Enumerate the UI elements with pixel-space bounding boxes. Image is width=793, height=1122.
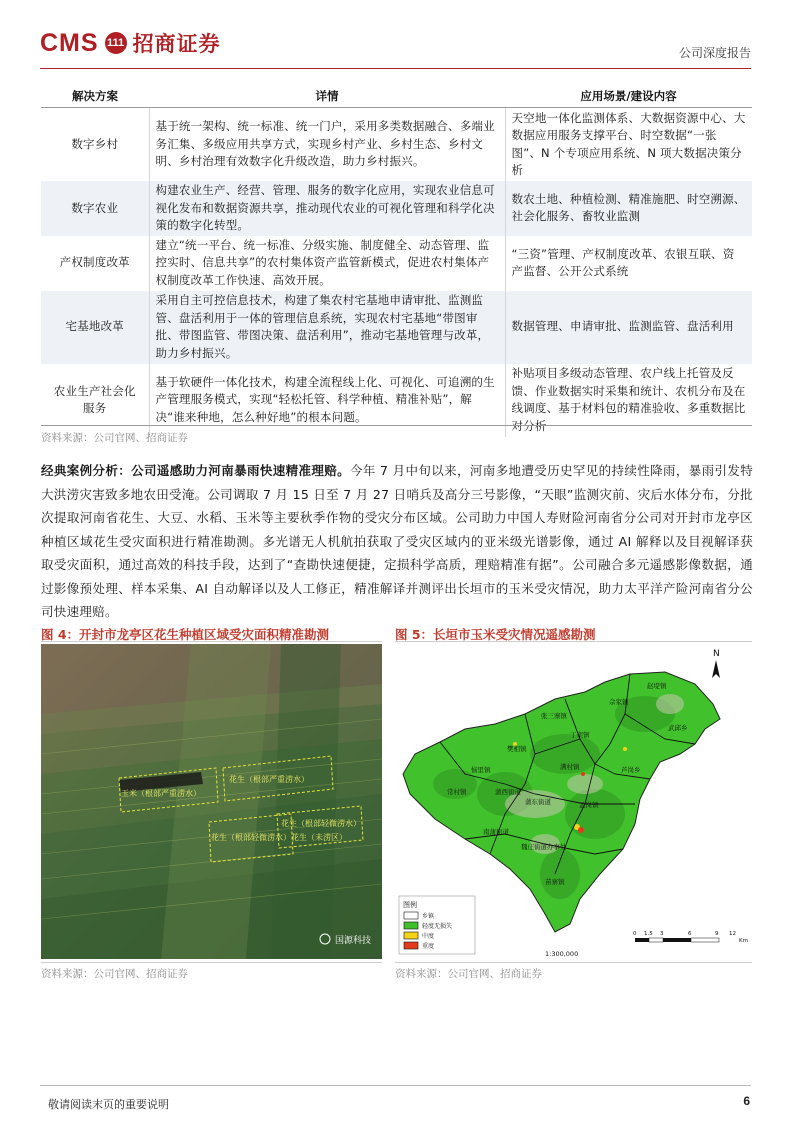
cell-scenario: 补贴项目多级动态管理、农户线上托管及反馈、作业数据实时采集和统计、农机分布及在线调度、基于材料包的精准验收、多重数据比对分析 — [505, 364, 752, 437]
town-label: 蒲东街道 — [525, 798, 551, 806]
table-source: 资料来源：公司官网、招商证券 — [41, 432, 188, 444]
legend-swatch — [404, 942, 418, 949]
scale-tick: 9 — [715, 931, 719, 937]
fig4-source: 资料来源：公司官网、招商证券 — [41, 968, 188, 980]
scale-bar — [633, 931, 748, 944]
cell-solution: 数字乡村 — [71, 136, 119, 151]
town-label: 赵堤镇 — [647, 682, 667, 690]
legend-swatch — [404, 932, 418, 939]
town-label: 芦岗乡 — [621, 766, 641, 774]
cell-details: 基于软硬件一体化技术，构建全流程线上化、可视化、可追溯的生产管理服务模式，实现“轻松托管、科学种植、精准补贴”，解决“谁来种地，怎么种好地”的根本问题。 — [149, 364, 505, 437]
scale-tick: 3 — [660, 931, 664, 937]
legend-item: 轻度无损失 — [422, 923, 453, 930]
town-label: 苗寨镇 — [545, 878, 565, 886]
legend-swatch — [404, 922, 418, 929]
fig4-watermark: 国源科技 — [335, 936, 372, 946]
cell-scenario: 天空地一体化监测体系、大数据资源中心、大数据应用服务支撑平台、时空数据“一张图”、N 个专项应用系统、N 项大数据决策分析 — [505, 108, 752, 182]
town-label: 满村镇 — [560, 763, 580, 771]
fig4-label-peanut-mild-1: 花生（根部轻微涝水） — [281, 819, 361, 828]
fig5-title: 图 5：长垣市玉米受灾情况遥感勘测 — [395, 627, 596, 642]
cell-details: 基于统一架构、统一标准、统一门户，采用多类数据融合、多端业务汇集、多级应用共享方式，实现乡村产业、乡村生态、乡村文明、乡村治理有效数字化升级改造，助力乡村振兴。 — [149, 108, 505, 182]
header-details: 详情 — [149, 84, 505, 108]
cell-scenario: 数农土地、种植检测、精准施肥、时空溯源、社会化服务、畜牧业监测 — [505, 181, 752, 236]
header-scenario: 应用场景/建设内容 — [505, 84, 752, 108]
logo-chinese-name: 招商证券 — [132, 32, 221, 56]
cell-scenario: “三资”管理、产权制度改革、农银互联、资产监督、公开公式系统 — [505, 236, 752, 291]
footer-divider — [40, 1085, 751, 1086]
legend-swatch — [404, 912, 418, 919]
fig4-satellite-image — [41, 644, 382, 959]
fig5-map-svg — [395, 644, 752, 959]
fig4-label-corn: 玉米（根部严重涝水） — [121, 789, 201, 798]
scale-unit: Km — [739, 938, 748, 944]
fig4-label-peanut-none: 花生（未涝区） — [291, 833, 347, 842]
north-label: N — [713, 649, 720, 659]
solutions-table — [41, 84, 752, 437]
company-logo — [40, 28, 221, 58]
fig4-satellite-svg — [41, 644, 382, 959]
fig4-title: 图 4：开封市龙亭区花生种植区域受灾面积精准勘测 — [41, 627, 330, 642]
cell-details: 采用自主可控信息技术，构建了集农村宅基地申请审批、监测监管、盘活利用于一体的管理信息系统，实现农村宅基地“带图审批、带图监管、带图决策、盘活利用”，推动宅基地管理与改革，助力乡村振兴。 — [149, 291, 505, 364]
town-label: 蒲西街道 — [495, 788, 521, 796]
scale-tick: 0 — [633, 931, 637, 937]
table-header-row — [41, 84, 752, 108]
town-label: 樊相镇 — [507, 745, 527, 753]
cell-details: 建立“统一平台、统一标准、分级实施、制度健全、动态管理、监控实时、信息共享”的农村集体资产监管新模式，促进农村集体产权制度改革工作快速、高效开展。 — [149, 236, 505, 291]
town-label: 丁栾镇 — [570, 731, 590, 739]
cell-scenario: 数据管理、申请审批、监测监管、盘活利用 — [505, 291, 752, 364]
table-row — [41, 236, 752, 291]
scale-tick: 6 — [688, 931, 692, 937]
logo-cms-text: CMS — [40, 28, 99, 57]
scale-tick: 12 — [729, 931, 736, 937]
case-analysis-paragraph — [41, 459, 753, 624]
fig5-bottom-rule — [395, 962, 752, 963]
fig5-source: 资料来源：公司官网、招商证券 — [395, 968, 542, 980]
legend-item: 乡镇 — [422, 913, 435, 920]
scale-tick: 1.5 — [644, 931, 653, 937]
town-label: 魏庄街道办事处 — [521, 843, 567, 851]
town-label: 张三寨镇 — [541, 712, 567, 720]
scale-ratio: 1:300,000 — [545, 950, 579, 958]
fig5-title-rule — [395, 641, 752, 642]
cell-solution: 宅基地改革 — [41, 291, 149, 364]
map-legend — [399, 896, 475, 954]
town-label: 南蒲街道 — [483, 828, 509, 836]
fig4-label-peanut-severe: 花生（根部严重涝水） — [229, 775, 309, 784]
cell-details: 构建农业生产、经营、管理、服务的数字化应用，实现农业信息可视化发布和数据资源共享，推动现代农业的可视化管理和科学化决策的数字化转型。 — [149, 181, 505, 236]
case-lead: 经典案例分析：公司遥感助力河南暴雨快速精准理赔。 — [41, 463, 350, 478]
legend-item: 中度 — [422, 933, 435, 940]
report-type-label: 公司深度报告 — [678, 46, 751, 60]
table-bottom-rule — [41, 425, 752, 426]
fig4-label-peanut-mild-2: 花生（根部轻微涝水） — [211, 833, 291, 842]
fig4-title-rule — [41, 641, 382, 642]
town-label: 恼里镇 — [471, 766, 491, 774]
town-label: 武邱乡 — [668, 724, 688, 732]
cell-solution: 数字农业 — [41, 181, 149, 236]
table-row — [41, 291, 752, 364]
logo-seal-icon: 111 — [105, 32, 127, 54]
cell-solution: 产权制度改革 — [59, 255, 130, 270]
case-body: 今年 7 月中旬以来，河南多地遭受历史罕见的持续性降雨，暴雨引发特大洪涝灾害致多地农田受淹。公司调取 7 月 15 日至 7 月 27 日哨兵及高分三号影像，“天眼”监测灾前、灾后水体分布，分批次提取河南省花生、大豆、水稻、玉米等主要秋季作物的受灾分布区域。公司助力中国人寿财险河南省分公司对开封市龙亭区种植区域花生受灾面积进行精准勘测。多光谱无人机航拍获取了受灾区域内的亚米级光谱影像，通过 AI 解释以及目视解译获取受灾面积，通过高效的科技手段，达到了“查勘快速便捷，定损科学高质，理赔精准有据”。公司融合多元遥感影像数据，通过影像预处理、样本采集、AI 自动解译以及人工修正，精准解译并测评出长垣市的玉米受灾情况，助力太平洋产险河南省分公司快速理赔。 — [41, 463, 753, 619]
table-row — [41, 181, 752, 236]
town-label: 孟岗镇 — [579, 801, 599, 809]
cell-solution: 农业生产社会化服务 — [53, 383, 136, 415]
fig5-map — [395, 644, 752, 959]
north-arrow-icon — [712, 649, 720, 678]
table-row — [41, 108, 752, 182]
header-divider — [40, 68, 751, 69]
fig4-bottom-rule — [41, 962, 382, 963]
page-number: 6 — [743, 1094, 750, 1108]
town-label: 常村镇 — [447, 788, 467, 796]
legend-item: 重度 — [422, 943, 435, 950]
header-solution: 解决方案 — [41, 84, 149, 108]
town-label: 佘家镇 — [609, 698, 629, 706]
legend-title: 图例 — [403, 901, 417, 909]
footer-note: 敬请阅读末页的重要说明 — [48, 1098, 169, 1111]
